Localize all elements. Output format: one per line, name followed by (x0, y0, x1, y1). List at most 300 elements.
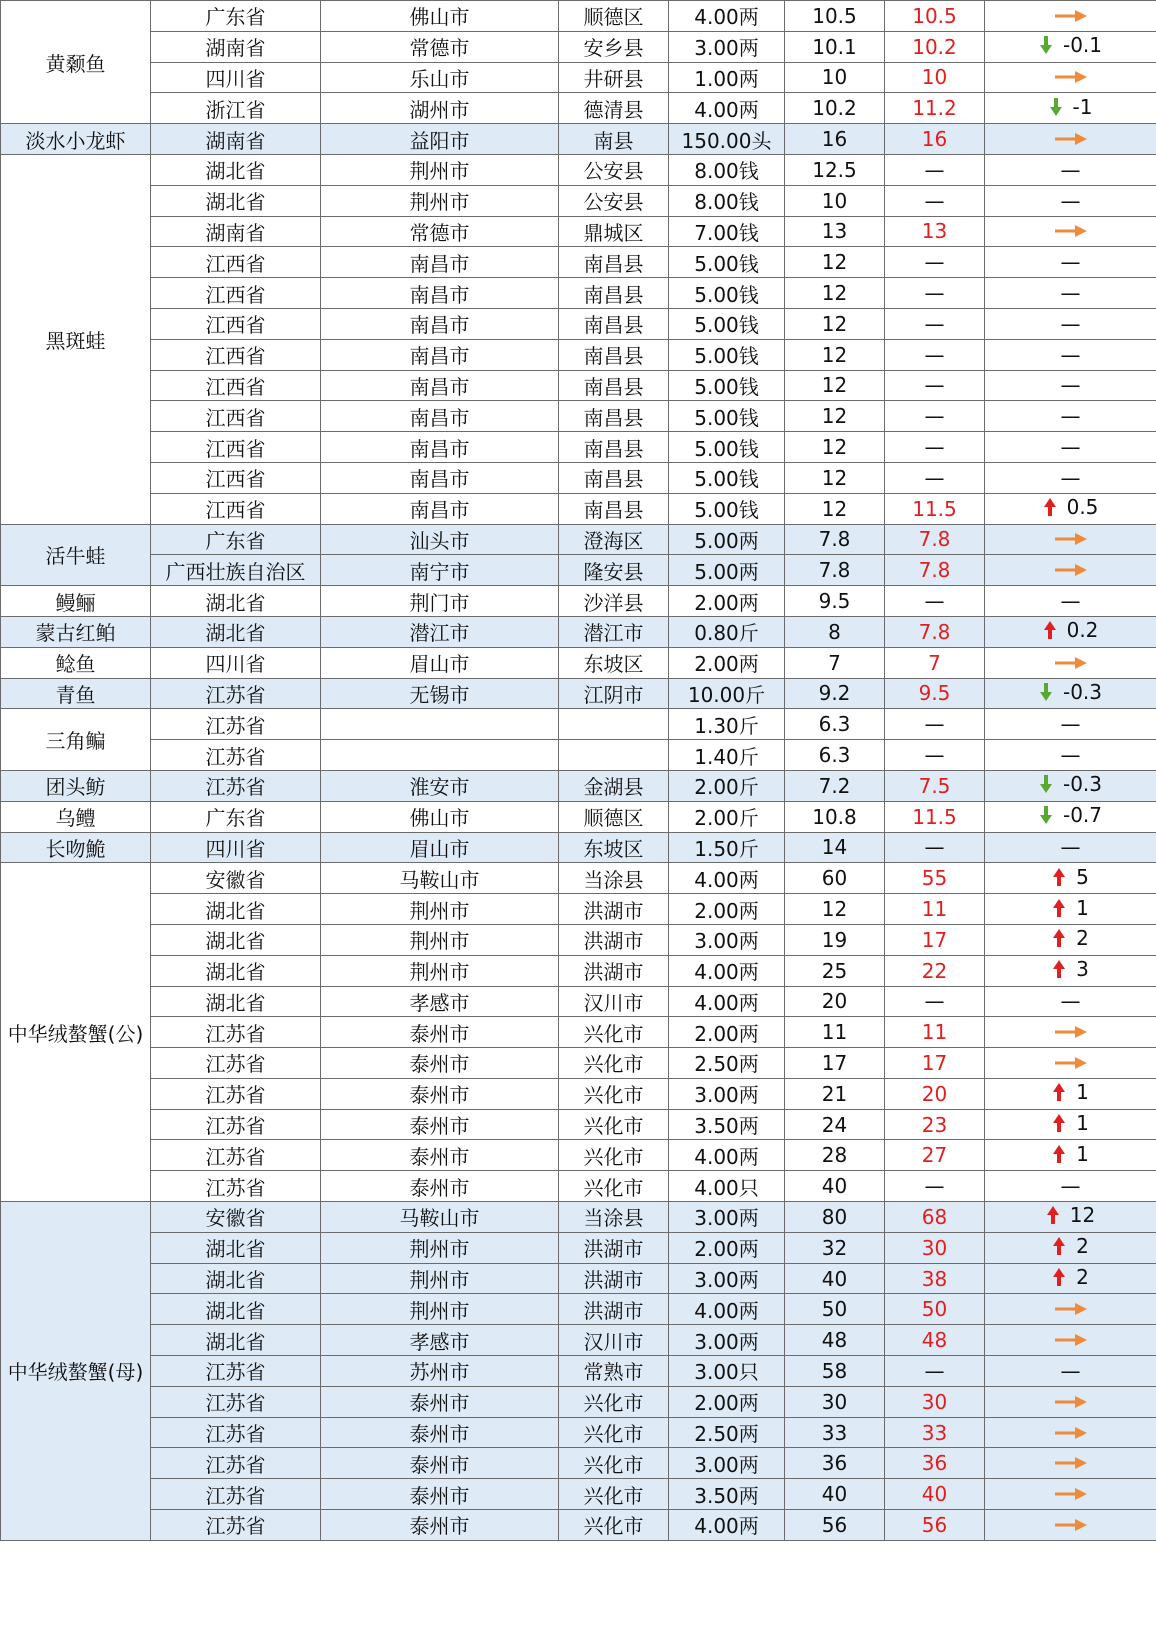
spec-cell: 4.00两 (669, 1140, 785, 1171)
county-cell: 安乡县 (559, 31, 669, 62)
change-indicator (1052, 1111, 1089, 1135)
orange-right-arrow-icon (1054, 1456, 1088, 1470)
change-indicator (1054, 1518, 1088, 1532)
county-cell: 隆安县 (559, 555, 669, 586)
change-cell (985, 832, 1156, 863)
county-cell: 兴化市 (559, 1510, 669, 1541)
city-cell: 南昌市 (321, 401, 559, 432)
province-cell: 江西省 (151, 308, 321, 339)
table-row (1, 801, 1156, 832)
price-cell: 56 (785, 1510, 885, 1541)
red-up-arrow-icon (1052, 1113, 1066, 1133)
province-cell: 四川省 (151, 647, 321, 678)
table-row (1, 1417, 1156, 1448)
change-indicator (1054, 1056, 1088, 1070)
prev-price-cell: 55 (885, 863, 985, 894)
table-row (1, 1048, 1156, 1079)
change-cell (985, 216, 1156, 247)
change-cell (985, 185, 1156, 216)
change-indicator (1054, 1395, 1088, 1409)
city-cell: 荆州市 (321, 1232, 559, 1263)
spec-cell: 3.00两 (669, 1263, 785, 1294)
city-cell: 泰州市 (321, 1078, 559, 1109)
prev-price-cell: 11 (885, 894, 985, 925)
change-indicator (1054, 532, 1088, 546)
county-cell: 南昌县 (559, 247, 669, 278)
prev-price-cell: — (885, 1356, 985, 1387)
spec-cell: 1.50斤 (669, 832, 785, 863)
province-cell: 四川省 (151, 62, 321, 93)
price-cell: 12 (785, 493, 885, 524)
table-row (1, 586, 1156, 617)
county-cell: 兴化市 (559, 1109, 669, 1140)
province-cell: 江苏省 (151, 1417, 321, 1448)
price-cell: 10.1 (785, 31, 885, 62)
spec-cell: 1.40斤 (669, 740, 785, 771)
city-cell: 常德市 (321, 216, 559, 247)
orange-right-arrow-icon (1054, 1025, 1088, 1039)
change-value: 5 (1076, 864, 1089, 889)
city-cell: 泰州市 (321, 1109, 559, 1140)
prev-price-cell: 20 (885, 1078, 985, 1109)
county-cell: 顺德区 (559, 1, 669, 32)
change-cell (985, 1, 1156, 32)
prev-price-cell: 11.5 (885, 493, 985, 524)
change-cell (985, 709, 1156, 740)
table-row (1, 31, 1156, 62)
price-cell: 10.5 (785, 1, 885, 32)
price-cell: 60 (785, 863, 885, 894)
province-cell: 江苏省 (151, 1356, 321, 1387)
table-row (1, 370, 1156, 401)
change-indicator (1054, 1025, 1088, 1039)
county-cell: 南昌县 (559, 432, 669, 463)
county-cell: 公安县 (559, 185, 669, 216)
province-cell: 江苏省 (151, 1048, 321, 1079)
county-cell: 当涂县 (559, 1202, 669, 1233)
price-cell: 28 (785, 1140, 885, 1171)
prev-price-cell: 7.8 (885, 524, 985, 555)
change-cell (985, 1263, 1156, 1294)
change-cell (985, 124, 1156, 155)
change-cell (985, 894, 1156, 925)
province-cell: 广东省 (151, 1, 321, 32)
price-cell: 19 (785, 924, 885, 955)
change-cell (985, 308, 1156, 339)
prev-price-cell: 38 (885, 1263, 985, 1294)
county-cell: 南昌县 (559, 493, 669, 524)
spec-cell: 5.00钱 (669, 308, 785, 339)
table-row (1, 154, 1156, 185)
table-row (1, 247, 1156, 278)
province-cell: 广东省 (151, 801, 321, 832)
city-cell: 南昌市 (321, 432, 559, 463)
province-cell: 江西省 (151, 247, 321, 278)
table-row (1, 647, 1156, 678)
county-cell: 井研县 (559, 62, 669, 93)
province-cell: 安徽省 (151, 1202, 321, 1233)
change-cell (985, 1017, 1156, 1048)
prev-price-cell: — (885, 1171, 985, 1202)
green-down-arrow-icon (1049, 97, 1063, 117)
orange-right-arrow-icon (1054, 1426, 1088, 1440)
change-value: 1 (1076, 1080, 1089, 1105)
price-cell: 17 (785, 1048, 885, 1079)
county-cell: 兴化市 (559, 1048, 669, 1079)
change-cell (985, 616, 1156, 647)
city-cell: 益阳市 (321, 124, 559, 155)
change-value: 0.5 (1066, 495, 1099, 520)
table-row (1, 924, 1156, 955)
province-cell: 江苏省 (151, 770, 321, 801)
change-cell (985, 863, 1156, 894)
city-cell: 佛山市 (321, 1, 559, 32)
city-cell: 佛山市 (321, 801, 559, 832)
change-cell (985, 31, 1156, 62)
green-down-arrow-icon (1039, 682, 1053, 702)
county-cell: 南昌县 (559, 462, 669, 493)
province-cell: 江西省 (151, 401, 321, 432)
city-cell: 荆州市 (321, 1294, 559, 1325)
change-value: — (1060, 1174, 1081, 1199)
province-cell: 江苏省 (151, 709, 321, 740)
city-cell: 常德市 (321, 31, 559, 62)
prev-price-cell: 50 (885, 1294, 985, 1325)
province-cell: 江西省 (151, 462, 321, 493)
city-cell: 淮安市 (321, 770, 559, 801)
price-cell: 10.8 (785, 801, 885, 832)
county-cell: 澄海区 (559, 524, 669, 555)
county-cell: 当涂县 (559, 863, 669, 894)
price-cell: 13 (785, 216, 885, 247)
species-cell: 长吻鮠 (1, 832, 151, 863)
change-cell (985, 493, 1156, 524)
spec-cell: 4.00两 (669, 863, 785, 894)
table-row (1, 1356, 1156, 1387)
province-cell: 湖北省 (151, 1232, 321, 1263)
province-cell: 江西省 (151, 493, 321, 524)
prev-price-cell: — (885, 154, 985, 185)
change-indicator (1049, 95, 1093, 119)
prev-price-cell: 11.2 (885, 93, 985, 124)
province-cell: 湖北省 (151, 955, 321, 986)
city-cell: 汕头市 (321, 524, 559, 555)
prev-price-cell: — (885, 370, 985, 401)
change-value: — (1060, 281, 1081, 306)
change-cell (985, 1109, 1156, 1140)
table-row (1, 216, 1156, 247)
change-cell (985, 678, 1156, 709)
change-value: 12 (1069, 1203, 1096, 1228)
red-up-arrow-icon (1043, 497, 1057, 517)
price-cell: 12 (785, 370, 885, 401)
change-value: -0.3 (1062, 679, 1103, 704)
prev-price-cell: — (885, 339, 985, 370)
city-cell: 泰州市 (321, 1048, 559, 1079)
county-cell: 南县 (559, 124, 669, 155)
change-cell (985, 586, 1156, 617)
prev-price-cell: 11.5 (885, 801, 985, 832)
spec-cell: 5.00钱 (669, 401, 785, 432)
orange-right-arrow-icon (1054, 1056, 1088, 1070)
province-cell: 浙江省 (151, 93, 321, 124)
prev-price-cell: — (885, 740, 985, 771)
change-cell (985, 1171, 1156, 1202)
table-row (1, 1263, 1156, 1294)
price-table-body (1, 1, 1156, 1541)
city-cell: 泰州市 (321, 1017, 559, 1048)
change-cell (985, 1510, 1156, 1541)
species-cell: 青鱼 (1, 678, 151, 709)
city-cell: 眉山市 (321, 647, 559, 678)
province-cell: 安徽省 (151, 863, 321, 894)
change-cell (985, 93, 1156, 124)
change-cell (985, 1232, 1156, 1263)
prev-price-cell: 7.5 (885, 770, 985, 801)
city-cell: 潜江市 (321, 616, 559, 647)
city-cell: 泰州市 (321, 1479, 559, 1510)
province-cell: 江苏省 (151, 1171, 321, 1202)
city-cell: 荆州市 (321, 1263, 559, 1294)
spec-cell: 8.00钱 (669, 154, 785, 185)
price-cell: 32 (785, 1232, 885, 1263)
province-cell: 湖北省 (151, 185, 321, 216)
table-row (1, 462, 1156, 493)
price-cell: 9.5 (785, 586, 885, 617)
spec-cell: 5.00钱 (669, 247, 785, 278)
spec-cell: 3.50两 (669, 1479, 785, 1510)
province-cell: 江西省 (151, 432, 321, 463)
orange-right-arrow-icon (1054, 656, 1088, 670)
price-cell: 14 (785, 832, 885, 863)
province-cell: 江苏省 (151, 1140, 321, 1171)
prev-price-cell: 48 (885, 1325, 985, 1356)
city-cell: 泰州市 (321, 1417, 559, 1448)
change-indicator (1052, 1080, 1089, 1104)
spec-cell: 4.00两 (669, 93, 785, 124)
change-value: 1 (1076, 1141, 1089, 1166)
county-cell: 汉川市 (559, 1325, 669, 1356)
spec-cell: 150.00头 (669, 124, 785, 155)
table-row (1, 678, 1156, 709)
city-cell: 南昌市 (321, 247, 559, 278)
prev-price-cell: — (885, 432, 985, 463)
change-cell (985, 1448, 1156, 1479)
change-value: — (1060, 1358, 1081, 1383)
table-row (1, 401, 1156, 432)
price-cell: 12 (785, 339, 885, 370)
orange-right-arrow-icon (1054, 1333, 1088, 1347)
table-row (1, 986, 1156, 1017)
red-up-arrow-icon (1052, 1267, 1066, 1287)
spec-cell: 5.00钱 (669, 493, 785, 524)
province-cell: 湖北省 (151, 586, 321, 617)
spec-cell: 10.00斤 (669, 678, 785, 709)
price-cell: 50 (785, 1294, 885, 1325)
prev-price-cell: 7 (885, 647, 985, 678)
price-cell: 8 (785, 616, 885, 647)
price-cell: 25 (785, 955, 885, 986)
table-row (1, 1325, 1156, 1356)
change-value: -0.7 (1062, 803, 1103, 828)
species-cell: 活牛蛙 (1, 524, 151, 586)
prev-price-cell: 10.5 (885, 1, 985, 32)
county-cell: 金湖县 (559, 770, 669, 801)
prev-price-cell: 33 (885, 1417, 985, 1448)
price-cell: 12 (785, 401, 885, 432)
spec-cell: 5.00钱 (669, 339, 785, 370)
price-cell: 12 (785, 308, 885, 339)
species-cell: 团头鲂 (1, 770, 151, 801)
table-row (1, 278, 1156, 309)
green-down-arrow-icon (1039, 35, 1053, 55)
table-row (1, 93, 1156, 124)
prev-price-cell: 17 (885, 924, 985, 955)
county-cell: 沙洋县 (559, 586, 669, 617)
price-cell: 12 (785, 432, 885, 463)
table-row (1, 524, 1156, 555)
table-row (1, 955, 1156, 986)
table-row (1, 709, 1156, 740)
city-cell: 泰州市 (321, 1510, 559, 1541)
county-cell: 兴化市 (559, 1386, 669, 1417)
change-indicator (1043, 618, 1099, 642)
prev-price-cell: 10 (885, 62, 985, 93)
county-cell: 常熟市 (559, 1356, 669, 1387)
table-row (1, 555, 1156, 586)
orange-right-arrow-icon (1054, 70, 1088, 84)
change-cell (985, 1325, 1156, 1356)
county-cell: 兴化市 (559, 1078, 669, 1109)
price-cell: 6.3 (785, 740, 885, 771)
spec-cell: 3.00只 (669, 1356, 785, 1387)
province-cell: 广西壮族自治区 (151, 555, 321, 586)
table-row (1, 1448, 1156, 1479)
price-cell: 12 (785, 462, 885, 493)
change-indicator (1039, 33, 1102, 57)
province-cell: 湖北省 (151, 1325, 321, 1356)
province-cell: 湖北省 (151, 154, 321, 185)
change-indicator (1054, 9, 1088, 23)
county-cell: 顺德区 (559, 801, 669, 832)
red-up-arrow-icon (1052, 928, 1066, 948)
price-cell: 10.2 (785, 93, 885, 124)
city-cell: 眉山市 (321, 832, 559, 863)
city-cell: 南昌市 (321, 462, 559, 493)
table-row (1, 1232, 1156, 1263)
spec-cell: 2.00两 (669, 586, 785, 617)
prev-price-cell: — (885, 185, 985, 216)
county-cell: 兴化市 (559, 1479, 669, 1510)
province-cell: 湖北省 (151, 1263, 321, 1294)
county-cell: 兴化市 (559, 1417, 669, 1448)
table-row (1, 185, 1156, 216)
table-row (1, 770, 1156, 801)
table-row (1, 863, 1156, 894)
prev-price-cell: — (885, 832, 985, 863)
table-row (1, 894, 1156, 925)
table-row (1, 1171, 1156, 1202)
change-indicator (1039, 803, 1102, 827)
county-cell: 南昌县 (559, 401, 669, 432)
change-cell (985, 1078, 1156, 1109)
province-cell: 江西省 (151, 339, 321, 370)
prev-price-cell: — (885, 709, 985, 740)
price-cell: 6.3 (785, 709, 885, 740)
price-cell: 7.8 (785, 555, 885, 586)
table-row (1, 1386, 1156, 1417)
table-row (1, 1078, 1156, 1109)
city-cell: 南昌市 (321, 493, 559, 524)
change-cell (985, 647, 1156, 678)
species-cell: 鳗鲡 (1, 586, 151, 617)
city-cell: 南昌市 (321, 308, 559, 339)
change-cell (985, 801, 1156, 832)
price-cell: 58 (785, 1356, 885, 1387)
price-cell: 40 (785, 1479, 885, 1510)
change-value: 1 (1076, 1111, 1089, 1136)
province-cell: 湖北省 (151, 616, 321, 647)
change-value: — (1060, 435, 1081, 460)
table-row (1, 740, 1156, 771)
county-cell: 鼎城区 (559, 216, 669, 247)
spec-cell: 1.30斤 (669, 709, 785, 740)
orange-right-arrow-icon (1054, 1395, 1088, 1409)
spec-cell: 2.00斤 (669, 770, 785, 801)
table-row (1, 1479, 1156, 1510)
city-cell: 马鞍山市 (321, 1202, 559, 1233)
change-cell (985, 740, 1156, 771)
table-row (1, 1017, 1156, 1048)
price-cell: 30 (785, 1386, 885, 1417)
price-cell: 9.2 (785, 678, 885, 709)
change-cell (985, 924, 1156, 955)
province-cell: 广东省 (151, 524, 321, 555)
prev-price-cell: 36 (885, 1448, 985, 1479)
spec-cell: 3.00两 (669, 31, 785, 62)
province-cell: 湖南省 (151, 31, 321, 62)
change-value: 0.2 (1066, 618, 1099, 643)
prev-price-cell: 56 (885, 1510, 985, 1541)
change-cell (985, 462, 1156, 493)
orange-right-arrow-icon (1054, 224, 1088, 238)
price-cell: 12 (785, 278, 885, 309)
prev-price-cell: 27 (885, 1140, 985, 1171)
change-value: — (1060, 311, 1081, 336)
county-cell: 东坡区 (559, 647, 669, 678)
prev-price-cell: 30 (885, 1386, 985, 1417)
prev-price-cell: 11 (885, 1017, 985, 1048)
species-cell: 乌鳢 (1, 801, 151, 832)
province-cell: 江苏省 (151, 1109, 321, 1140)
orange-right-arrow-icon (1054, 1518, 1088, 1532)
spec-cell: 2.00两 (669, 894, 785, 925)
price-cell: 12 (785, 894, 885, 925)
change-value: 2 (1076, 1265, 1089, 1290)
province-cell: 江苏省 (151, 678, 321, 709)
county-cell: 南昌县 (559, 370, 669, 401)
table-row (1, 308, 1156, 339)
price-cell: 10 (785, 185, 885, 216)
county-cell: 洪湖市 (559, 1232, 669, 1263)
table-row (1, 1294, 1156, 1325)
province-cell: 江西省 (151, 278, 321, 309)
spec-cell: 4.00两 (669, 986, 785, 1017)
province-cell: 江苏省 (151, 1479, 321, 1510)
county-cell: 洪湖市 (559, 1263, 669, 1294)
change-indicator (1054, 563, 1088, 577)
change-value: 3 (1076, 957, 1089, 982)
